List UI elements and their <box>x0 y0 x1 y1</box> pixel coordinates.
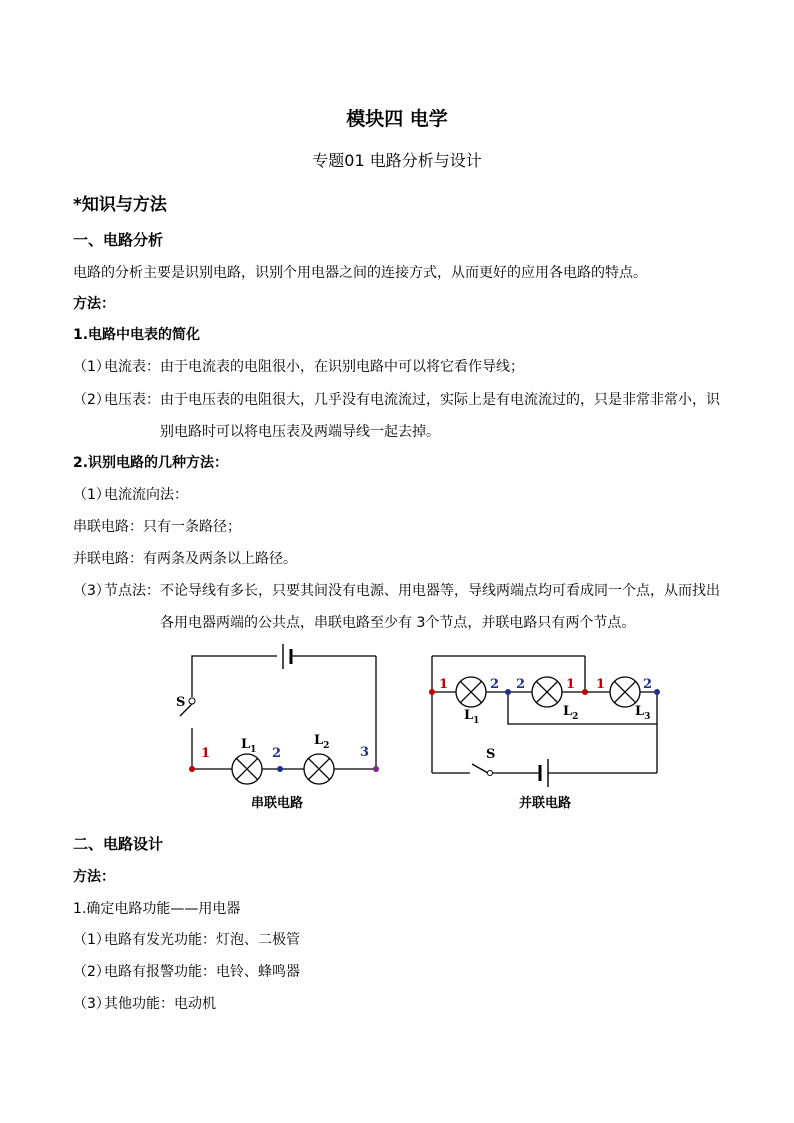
parallel-node-dot-left <box>429 689 435 695</box>
voltmeter-line1: 电压表：由于电压表的电阻很大，几乎没有电流流过，实际上是有电流流过的，只是非常非常小，识 <box>104 392 720 408</box>
series-node-dot-1 <box>189 766 195 772</box>
topic-title: 专题01 电路分析与设计 <box>312 151 482 170</box>
parallel-switch-lever <box>472 764 488 773</box>
part2-item1b-num: （2） <box>73 964 110 980</box>
series-node-dot-2 <box>277 766 283 772</box>
parallel-node-dot-mid <box>505 689 511 695</box>
voltmeter-num: （2） <box>73 392 110 408</box>
svg-text:L2 <box>314 733 329 751</box>
series-lamp1-label: L <box>241 737 251 752</box>
parallel-lamp3-sub: 3 <box>644 712 651 722</box>
section-knowledge: *知识与方法 <box>73 195 167 215</box>
sub1-title: 1.电路中电表的简化 <box>73 327 201 343</box>
parallel-l1-left-node: 1 <box>439 677 449 692</box>
part1-method-label: 方法： <box>73 296 115 312</box>
series-lamp1-sub: 1 <box>250 745 257 755</box>
svg-text:L3 <box>635 704 650 722</box>
series-node-label-3: 3 <box>360 745 370 760</box>
ammeter-text: 电流表：由于电流表的电阻很小，在识别电路中可以将它看作导线； <box>104 359 524 375</box>
parallel-text: 并联电路：有两条及两条以上路径。 <box>73 551 297 567</box>
flow-num: （1） <box>73 487 110 503</box>
part2-item1c-text: 其他功能：电动机 <box>104 996 216 1012</box>
series-node-label-1: 1 <box>201 746 211 761</box>
part1-intro: 电路的分析主要是识别电路，识别个用电器之间的连接方式，从而更好的应用各电路的特点。 <box>73 265 647 281</box>
series-switch-contact <box>189 698 195 704</box>
series-lamp2-label: L <box>314 733 324 748</box>
parallel-lamp2-label: L <box>563 704 573 719</box>
part2-item1a-num: （1） <box>73 932 110 948</box>
series-text: 串联电路：只有一条路径； <box>73 519 241 535</box>
parallel-caption: 并联电路 <box>519 796 572 811</box>
parallel-lamp2-sub: 2 <box>572 712 579 722</box>
parallel-lamp3-label: L <box>635 704 645 719</box>
parallel-l3-left-node: 1 <box>596 677 606 692</box>
svg-text:L2 <box>563 704 578 722</box>
module-title: 模块四 电学 <box>346 108 448 130</box>
parallel-lamp1-label: L <box>464 708 474 723</box>
parallel-l2-right-node: 1 <box>566 677 576 692</box>
series-wire-top-left <box>192 656 277 697</box>
series-switch-label: S <box>176 695 186 710</box>
parallel-lamp1-sub: 1 <box>473 716 480 726</box>
parallel-node-dot-top <box>582 689 588 695</box>
flow-text: 电流流向法： <box>104 487 188 503</box>
series-caption: 串联电路 <box>251 796 304 811</box>
parallel-switch-contact <box>488 771 493 776</box>
voltmeter-line2: 别电路时可以将电压表及两端导线一起去掉。 <box>160 424 440 440</box>
svg-text:L1 <box>464 708 479 726</box>
node-line1: 节点法：不论导线有多长，只要其间没有电源、用电器等，导线两端点均可看成同一个点，从而找出 <box>104 583 720 599</box>
parallel-l1-right-node: 2 <box>490 677 500 692</box>
sub2-title: 2.识别电路的几种方法： <box>73 455 229 471</box>
node-num: （3） <box>73 583 110 599</box>
svg-text:L1 <box>241 737 256 755</box>
part2-item1c-num: （3） <box>73 996 110 1012</box>
parallel-l2-left-node: 2 <box>516 677 526 692</box>
series-lamp2-sub: 2 <box>323 741 330 751</box>
part2-item1b-text: 电路有报警功能：电铃、蜂鸣器 <box>104 964 300 980</box>
part2-item1: 1.确定电路功能——用电器 <box>73 901 241 917</box>
ammeter-num: （1） <box>73 359 110 375</box>
part1-heading: 一、电路分析 <box>73 231 164 249</box>
part2-item1a-text: 电路有发光功能：灯泡、二极管 <box>104 932 300 948</box>
part2-heading: 二、电路设计 <box>73 835 164 853</box>
parallel-l3-right-node: 2 <box>643 677 653 692</box>
part2-method-label: 方法： <box>73 869 115 885</box>
circuit-diagrams <box>0 630 794 820</box>
series-node-dot-3 <box>373 766 379 772</box>
node-line2: 各用电器两端的公共点，串联电路至少有 3个节点，并联电路只有两个节点。 <box>160 615 636 631</box>
parallel-node-dot-right <box>654 689 660 695</box>
parallel-switch-label: S <box>486 747 496 762</box>
series-node-label-2: 2 <box>272 746 282 761</box>
